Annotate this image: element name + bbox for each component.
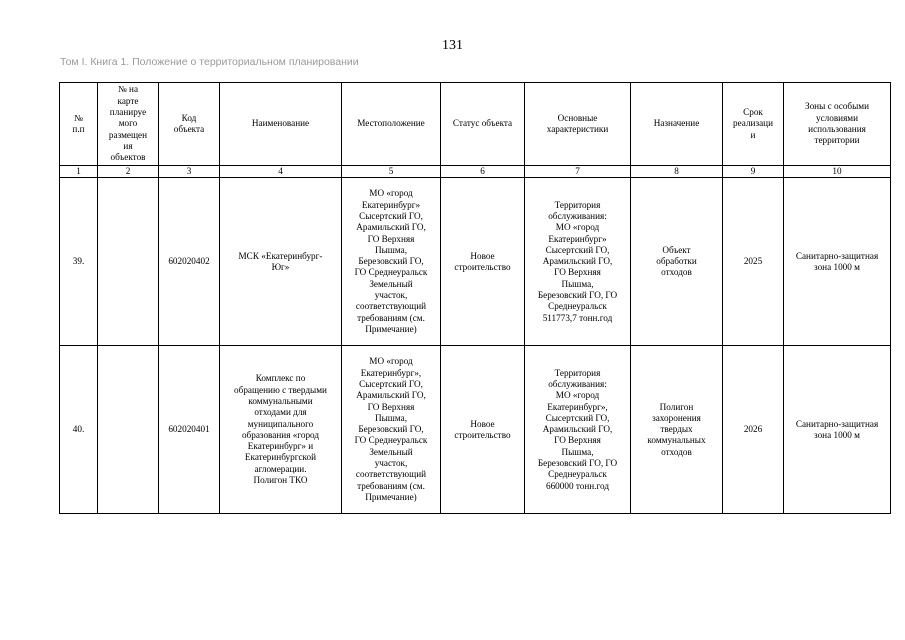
column-number: 6 [441, 166, 525, 178]
header-cell-purpose: Назначение [631, 83, 723, 166]
cell-purpose: Полигон захоронения твердых коммунальных отходов [631, 346, 723, 514]
column-number: 5 [342, 166, 441, 178]
cell-name: Комплекс по обращению с твердыми коммунальными отходами для муниципального образования «город Екатеринбург» и Екатеринбургской агломерации. Полигон ТКО [220, 346, 342, 514]
cell-location: МО «город Екатеринбург», Сысертский ГО, Арамильский ГО, ГО Верхняя Пышма, Березовский ГО, ГО Среднеуральск Земельный участок, соответствующий требованиям (см. Примечание) [342, 346, 441, 514]
running-header: Том I. Книга 1. Положение о территориальном планировании [60, 56, 359, 68]
header-cell-location: Местоположение [342, 83, 441, 166]
column-number: 4 [220, 166, 342, 178]
cell-zones: Санитарно-защитная зона 1000 м [784, 178, 891, 346]
header-cell-term: Срок реализаци и [723, 83, 784, 166]
column-number: 1 [60, 166, 98, 178]
column-number: 9 [723, 166, 784, 178]
column-number: 7 [525, 166, 631, 178]
column-number: 10 [784, 166, 891, 178]
header-cell-zones: Зоны с особыми условиями использования территории [784, 83, 891, 166]
cell-zones: Санитарно-защитная зона 1000 м [784, 346, 891, 514]
column-number-row [60, 166, 891, 178]
header-cell-code: Код объекта [159, 83, 220, 166]
cell-location: МО «город Екатеринбург» Сысертский ГО, Арамильский ГО, ГО Верхняя Пышма, Березовский ГО, ГО Среднеуральск Земельный участок, соответствующий требованиям (см. Примечание) [342, 178, 441, 346]
cell-status: Новое строительство [441, 178, 525, 346]
header-cell-name: Наименование [220, 83, 342, 166]
cell-code: 602020401 [159, 346, 220, 514]
header-cell-map-no: № на карте планируе мого размещен ия объектов [98, 83, 159, 166]
cell-map-no [98, 178, 159, 346]
cell-status: Новое строительство [441, 346, 525, 514]
cell-num: 39. [60, 178, 98, 346]
cell-name: МСК «Екатеринбург- Юг» [220, 178, 342, 346]
cell-term: 2025 [723, 178, 784, 346]
header-row [60, 83, 891, 166]
planning-objects-table [59, 82, 891, 514]
column-number: 3 [159, 166, 220, 178]
table-row [60, 346, 891, 514]
header-cell-num: № п.п [60, 83, 98, 166]
table-row [60, 178, 891, 346]
cell-code: 602020402 [159, 178, 220, 346]
cell-characteristics: Территория обслуживания: МО «город Екатеринбург», Сысертский ГО, Арамильский ГО, ГО Верхняя Пышма, Березовский ГО, ГО Среднеуральск 660000 тонн.год [525, 346, 631, 514]
cell-map-no [98, 346, 159, 514]
column-number: 2 [98, 166, 159, 178]
page-number: 131 [442, 38, 463, 53]
cell-term: 2026 [723, 346, 784, 514]
cell-characteristics: Территория обслуживания: МО «город Екатеринбург» Сысертский ГО, Арамильский ГО, ГО Верхняя Пышма, Березовский ГО, ГО Среднеуральск 511773,7 тонн.год [525, 178, 631, 346]
header-cell-characteristics: Основные характеристики [525, 83, 631, 166]
column-number: 8 [631, 166, 723, 178]
header-cell-status: Статус объекта [441, 83, 525, 166]
cell-num: 40. [60, 346, 98, 514]
cell-purpose: Объект обработки отходов [631, 178, 723, 346]
